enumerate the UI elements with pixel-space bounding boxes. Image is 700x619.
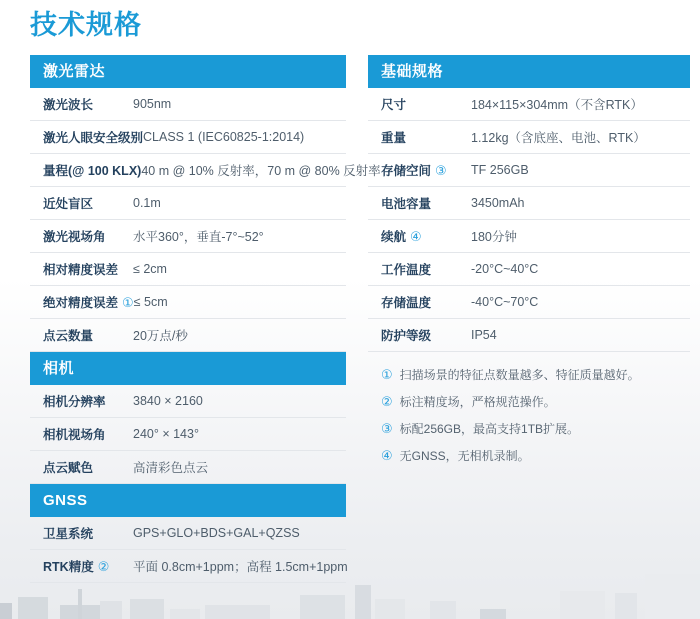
spec-label (381, 128, 471, 146)
footnote (381, 368, 690, 382)
spec-row (368, 88, 690, 121)
skyline-building (375, 599, 405, 619)
spec-row (368, 319, 690, 352)
note-ref-marker: ④ (410, 228, 422, 244)
spec-label-text: 点云赋色 (43, 461, 94, 475)
spec-label (381, 194, 471, 212)
spec-value: IP54 (471, 328, 497, 342)
spec-label (381, 326, 471, 344)
spec-value: TF 256GB (471, 163, 529, 177)
spec-label-text: 卫星系统 (43, 527, 94, 541)
skyline-building (205, 605, 270, 619)
footnote-text: 标注精度场，严格规范操作。 (399, 395, 556, 409)
spec-label-text: 工作温度 (381, 263, 432, 277)
spec-label-text: 重量 (381, 131, 407, 145)
spec-label (381, 293, 471, 311)
footnote-text: 扫描场景的特征点数量越多、特征质量越好。 (399, 368, 640, 382)
spec-label (381, 95, 471, 113)
spec-row (30, 88, 346, 121)
spec-label (43, 128, 143, 146)
skyline-building (170, 609, 200, 619)
section-header-basic: 基础规格 (368, 55, 690, 88)
skyline-building (615, 593, 637, 619)
spec-label-text: RTK精度 (43, 560, 94, 574)
skyline-building (300, 595, 345, 619)
spec-value: ≤ 2cm (133, 262, 167, 276)
spec-label-text: 存储温度 (381, 296, 432, 310)
spec-row (30, 451, 346, 484)
spec-row (368, 286, 690, 319)
spec-label (43, 227, 133, 245)
spec-row (30, 121, 346, 154)
spec-label-text: 尺寸 (381, 98, 407, 112)
footnote-marker: ② (381, 394, 393, 409)
footnote (381, 422, 690, 436)
skyline-building (355, 585, 371, 619)
spec-value: 180分钟 (471, 230, 517, 244)
skyline-building (100, 601, 122, 619)
spec-value: 905nm (133, 97, 172, 111)
spec-label (43, 326, 133, 344)
page-title: 技术规格 (30, 10, 142, 40)
note-ref-marker: ① (122, 294, 134, 310)
spec-label-text: 激光视场角 (43, 230, 106, 244)
spec-label (43, 392, 133, 410)
spec-label (43, 194, 133, 212)
spec-row (368, 121, 690, 154)
spec-value: -40°C~70°C (471, 295, 539, 309)
spec-row (368, 154, 690, 187)
spec-row (30, 154, 381, 187)
spec-label-text: 防护等级 (381, 329, 432, 343)
spec-label-text: 点云数量 (43, 329, 94, 343)
skyline-spire (78, 589, 82, 619)
spec-value: 3450mAh (471, 196, 525, 210)
spec-label (381, 260, 471, 278)
spec-label (43, 293, 134, 311)
footnote-text: 标配256GB，最高支持1TB扩展。 (399, 422, 580, 436)
spec-value: 3840 × 2160 (133, 394, 203, 408)
spec-row (30, 220, 346, 253)
spec-row (30, 418, 346, 451)
spec-label-text: 相对精度误差 (43, 263, 119, 277)
spec-label (381, 161, 471, 179)
right-column (368, 55, 690, 476)
spec-label-text: 量程(@ 100 KLX) (43, 164, 142, 178)
spec-value: GPS+GLO+BDS+GAL+QZSS (133, 526, 300, 540)
spec-label (43, 557, 133, 575)
spec-value: 240° × 143° (133, 427, 199, 441)
skyline-building (430, 601, 456, 619)
section-header-camera: 相机 (30, 352, 346, 385)
spec-row (30, 319, 346, 352)
spec-label-text: 相机分辨率 (43, 395, 106, 409)
skyline-building (18, 597, 48, 619)
spec-row (368, 187, 690, 220)
footnote-marker: ④ (381, 448, 393, 463)
spec-label (43, 425, 133, 443)
spec-value: -20°C~40°C (471, 262, 539, 276)
note-ref-marker: ③ (435, 162, 447, 178)
spec-row (368, 220, 690, 253)
spec-row (30, 517, 346, 550)
spec-label-text: 激光人眼安全级别 (43, 131, 144, 145)
spec-value: 高清彩色点云 (133, 461, 209, 475)
skyline-building (480, 609, 506, 619)
spec-value: 40 m @ 10% 反射率，70 m @ 80% 反射率 (141, 164, 381, 178)
footnote-marker: ① (381, 367, 393, 382)
footnotes (368, 368, 690, 463)
footnote-text: 无GNSS，无相机录制。 (399, 449, 530, 463)
section-header-gnss: GNSS (30, 484, 346, 517)
spec-label-text: 相机视场角 (43, 428, 106, 442)
spec-row (30, 187, 346, 220)
footnote (381, 449, 690, 463)
section-header-lidar: 激光雷达 (30, 55, 346, 88)
spec-value: 184×115×304mm（不含RTK） (471, 98, 643, 112)
left-column (30, 55, 381, 583)
spec-label-text: 激光波长 (43, 98, 94, 112)
spec-columns (30, 55, 700, 583)
spec-value: ≤ 5cm (133, 295, 168, 309)
spec-row (30, 253, 346, 286)
spec-value: 20万点/秒 (133, 329, 188, 343)
spec-value: 0.1m (133, 196, 161, 210)
spec-label-text: 电池容量 (381, 197, 432, 211)
spec-label-text: 存储空间 (381, 164, 432, 178)
spec-label (43, 95, 133, 113)
spec-value: 平面 0.8cm+1ppm；高程 1.5cm+1ppm (133, 560, 348, 574)
note-ref-marker: ② (97, 558, 110, 574)
footnote-marker: ③ (381, 421, 393, 436)
spec-row (30, 286, 346, 319)
spec-label (43, 161, 141, 179)
spec-row (30, 550, 346, 583)
skyline-building (0, 603, 12, 619)
spec-label (43, 260, 133, 278)
spec-value: 1.12kg（含底座、电池、RTK） (471, 131, 646, 145)
spec-label-text: 近处盲区 (43, 197, 94, 211)
skyline-building (560, 591, 605, 619)
spec-label (43, 524, 133, 542)
spec-row (30, 385, 346, 418)
spec-value: 水平360°，垂直-7°~52° (133, 230, 264, 244)
skyline-building (130, 599, 164, 619)
spec-label-text: 绝对精度误差 (43, 296, 119, 310)
footnote (381, 395, 690, 409)
spec-label (381, 227, 471, 245)
spec-row (368, 253, 690, 286)
spec-label-text: 续航 (381, 230, 407, 244)
spec-value: CLASS 1 (IEC60825-1:2014) (143, 130, 305, 144)
spec-label (43, 458, 133, 476)
